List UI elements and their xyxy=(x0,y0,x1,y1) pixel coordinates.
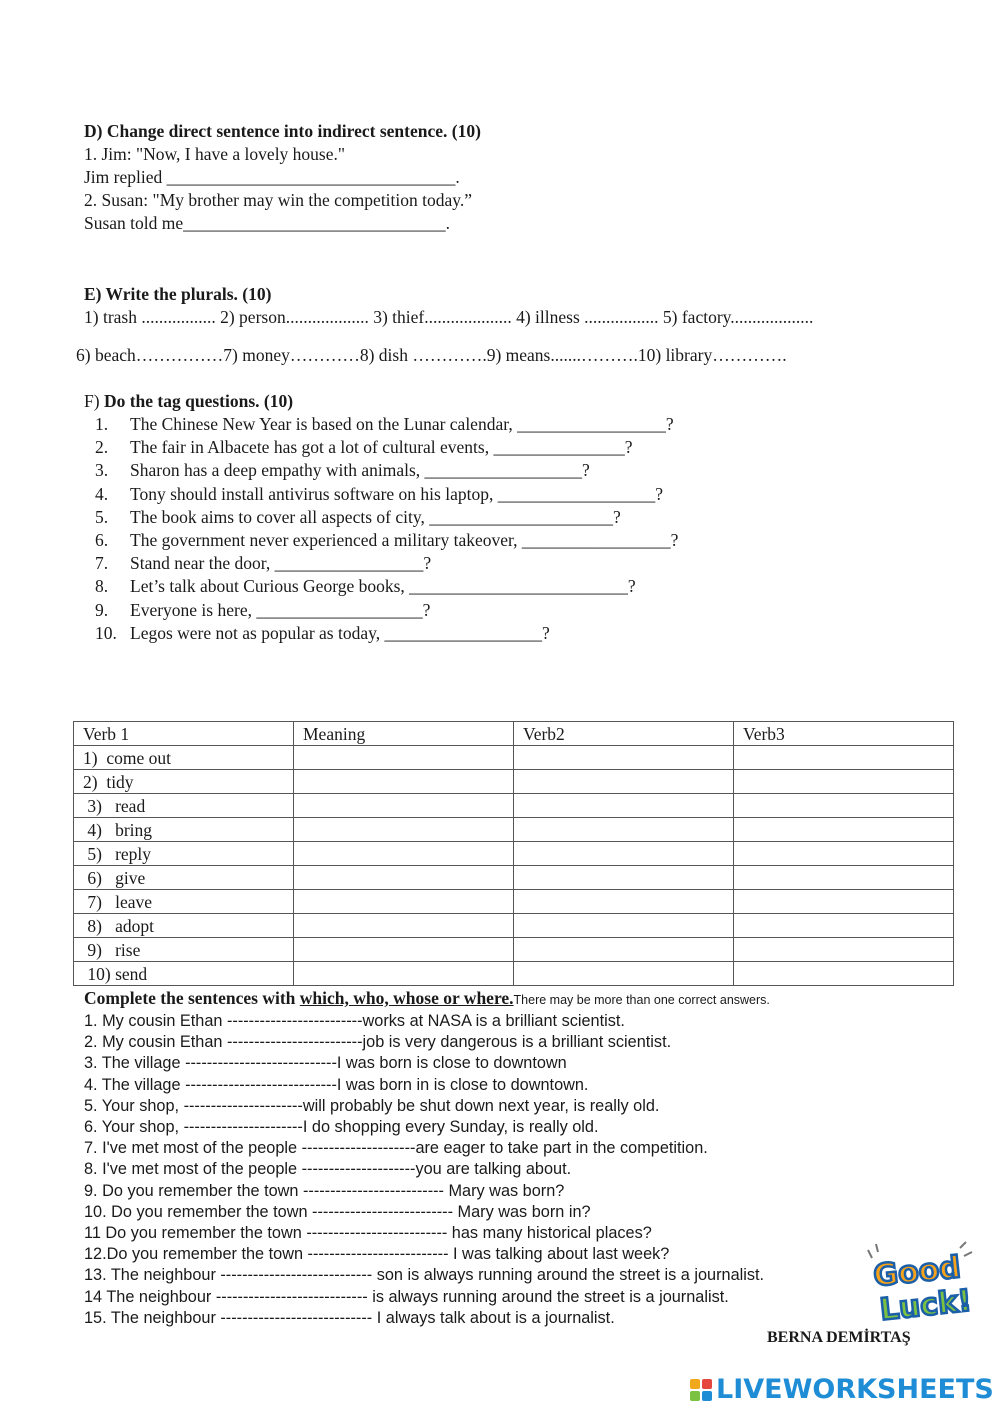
verb-cell: 9) rise xyxy=(74,938,294,962)
verb2-cell[interactable] xyxy=(514,866,734,890)
item-number: 4. xyxy=(95,483,109,504)
good-luck-graphic xyxy=(862,1238,974,1324)
item-number: 5. xyxy=(95,506,109,527)
list-item: 13. The neighbour ---------------------------- son is always running around the street is a journalist. xyxy=(84,1266,765,1285)
table-row xyxy=(74,842,954,866)
verb2-cell[interactable] xyxy=(514,914,734,938)
list-item: 8. I've met most of the people ---------------------you are talking about. xyxy=(84,1160,572,1179)
item-number: 6. xyxy=(95,530,109,551)
verb3-cell[interactable] xyxy=(734,794,954,818)
list-item xyxy=(84,599,678,622)
tag-question-list xyxy=(84,413,678,645)
verb3-cell[interactable] xyxy=(734,746,954,770)
list-item: 9. Do you remember the town -------------------------- Mary was born? xyxy=(84,1181,565,1200)
verb-cell: 2) tidy xyxy=(74,770,294,794)
relative-list xyxy=(84,1011,770,1329)
verb3-cell[interactable] xyxy=(734,914,954,938)
item-number: 3. xyxy=(95,460,109,481)
table-row xyxy=(74,866,954,890)
section-d-heading: D) Change direct sentence into indirect sentence. (10) xyxy=(84,121,481,141)
list-item: 2. My cousin Ethan -------------------------job is very dangerous is a brilliant scientist. xyxy=(84,1033,672,1052)
item-text: The Chinese New Year is based on the Lunar calendar, _________________? xyxy=(130,414,674,434)
verb3-cell[interactable] xyxy=(734,938,954,962)
liveworksheets-logo-icon xyxy=(690,1379,712,1401)
badge-word-good: Good xyxy=(871,1249,963,1294)
section-e xyxy=(84,283,813,329)
list-item: 3. The village ----------------------------I was born is close to downtown xyxy=(84,1054,567,1073)
verb2-cell[interactable] xyxy=(514,746,734,770)
item-text: Let’s talk about Curious George books, _________________________? xyxy=(130,576,636,597)
table-row xyxy=(74,890,954,914)
list-item xyxy=(84,529,678,552)
list-item xyxy=(84,622,678,645)
list-item: 6. Your shop, ----------------------I do shopping every Sunday, is really old. xyxy=(84,1118,599,1137)
list-item: 5. Your shop, ----------------------will probably be shut down next year, is really old. xyxy=(84,1096,660,1115)
verb-cell: 1) come out xyxy=(74,746,294,770)
meaning-cell[interactable] xyxy=(294,770,514,794)
list-item: 1. My cousin Ethan -------------------------works at NASA is a brilliant scientist. xyxy=(84,1012,625,1030)
verb2-cell[interactable] xyxy=(514,818,734,842)
column-header: Verb3 xyxy=(734,722,954,746)
relative-heading-text: Complete the sentences with xyxy=(84,988,300,1008)
meaning-cell[interactable] xyxy=(294,746,514,770)
section-d-line: 2. Susan: "My brother may win the competition today.” xyxy=(84,190,473,210)
verb3-cell[interactable] xyxy=(734,962,954,986)
list-item: 7. I've met most of the people ---------------------are eager to take part in the competition. xyxy=(84,1139,708,1158)
verb2-cell[interactable] xyxy=(514,938,734,962)
verb-cell: 10) send xyxy=(74,962,294,986)
verb3-cell[interactable] xyxy=(734,866,954,890)
meaning-cell[interactable] xyxy=(294,842,514,866)
item-number: 10. xyxy=(95,622,117,643)
item-text: Legos were not as popular as today, __________________? xyxy=(130,622,550,643)
relative-heading-note: There may be more than one correct answers. xyxy=(513,993,770,1007)
list-item xyxy=(84,436,678,459)
section-f-heading xyxy=(84,390,678,413)
table-row xyxy=(74,938,954,962)
list-item xyxy=(84,552,678,575)
verb2-cell[interactable] xyxy=(514,794,734,818)
verb-cell: 6) give xyxy=(74,866,294,890)
meaning-cell[interactable] xyxy=(294,866,514,890)
verb3-cell[interactable] xyxy=(734,842,954,866)
relative-heading-words: which, who, whose or where. xyxy=(299,988,514,1008)
table-row xyxy=(74,794,954,818)
item-text: Sharon has a deep empathy with animals, __________________? xyxy=(130,460,590,481)
table-row xyxy=(74,746,954,770)
item-text: The government never experienced a military takeover, _________________? xyxy=(130,530,679,551)
verb2-cell[interactable] xyxy=(514,770,734,794)
list-item: 14 The neighbour ---------------------------- is always running around the street is a journalist. xyxy=(84,1287,729,1306)
item-text: Stand near the door, _________________? xyxy=(130,553,432,574)
section-f-prefix: F) xyxy=(84,391,104,411)
list-item xyxy=(84,575,678,598)
table-row xyxy=(74,818,954,842)
section-f xyxy=(84,390,678,645)
verb2-cell[interactable] xyxy=(514,890,734,914)
section-d-line: 1. Jim: "Now, I have a lovely house." xyxy=(84,144,346,164)
verb3-cell[interactable] xyxy=(734,890,954,914)
item-number: 1. xyxy=(95,414,109,434)
list-item xyxy=(84,483,678,506)
meaning-cell[interactable] xyxy=(294,962,514,986)
list-item: 11 Do you remember the town -------------------------- has many historical places? xyxy=(84,1224,652,1243)
verb2-cell[interactable] xyxy=(514,962,734,986)
verb2-cell[interactable] xyxy=(514,842,734,866)
table-row xyxy=(74,962,954,986)
section-f-title: Do the tag questions. (10) xyxy=(103,391,294,411)
column-header: Verb 1 xyxy=(74,722,294,746)
meaning-cell[interactable] xyxy=(294,890,514,914)
item-number: 2. xyxy=(95,437,109,458)
verb-cell: 4) bring xyxy=(74,818,294,842)
item-text: The fair in Albacete has got a lot of cultural events, _______________? xyxy=(130,437,633,458)
verb-cell: 7) leave xyxy=(74,890,294,914)
item-text: Tony should install antivirus software on his laptop, __________________? xyxy=(130,483,663,504)
relative-clause-section xyxy=(84,987,770,1329)
meaning-cell[interactable] xyxy=(294,938,514,962)
list-item xyxy=(84,459,678,482)
list-item: 10. Do you remember the town -------------------------- Mary was born in? xyxy=(84,1202,591,1221)
list-item xyxy=(84,506,678,529)
section-e-heading: E) Write the plurals. (10) xyxy=(84,284,272,304)
item-text: The book aims to cover all aspects of city, _____________________? xyxy=(130,506,621,527)
verb-cell: 8) adopt xyxy=(74,914,294,938)
verb3-cell[interactable] xyxy=(734,818,954,842)
brand-name: LIVEWORKSHEETS xyxy=(716,1374,994,1405)
section-d xyxy=(84,120,481,235)
list-item: 4. The village ----------------------------I was born in is close to downtown. xyxy=(84,1075,589,1094)
verb3-cell[interactable] xyxy=(734,770,954,794)
column-header: Meaning xyxy=(294,722,514,746)
verb-cell: 3) read xyxy=(74,794,294,818)
column-header: Verb2 xyxy=(514,722,734,746)
item-text: Everyone is here, ___________________? xyxy=(130,599,431,620)
meaning-cell[interactable] xyxy=(294,914,514,938)
table-header-row xyxy=(74,722,954,746)
section-e-row: 6) beach……………7) money…………8) dish ………….9) means.......……….10) library…………. xyxy=(76,345,787,365)
meaning-cell[interactable] xyxy=(294,794,514,818)
item-number: 7. xyxy=(95,553,109,574)
table-row xyxy=(74,914,954,938)
list-item: 12.Do you remember the town -------------------------- I was talking about last week? xyxy=(84,1245,670,1264)
good-luck-badge xyxy=(862,1238,974,1324)
list-item: 15. The neighbour ---------------------------- I always talk about is a journalist. xyxy=(84,1308,615,1327)
list-item xyxy=(84,413,678,436)
verb-table xyxy=(73,721,954,986)
badge-word-luck: Luck! xyxy=(878,1283,974,1324)
meaning-cell[interactable] xyxy=(294,818,514,842)
item-number: 9. xyxy=(95,599,109,620)
section-e-row: 1) trash ................. 2) person................... 3) thief.................... 4) illness ................. 5) factory................... xyxy=(84,307,814,327)
table-row xyxy=(74,770,954,794)
verb-cell: 5) reply xyxy=(74,842,294,866)
section-d-line: Jim replied _________________________________. xyxy=(84,167,460,187)
author-name: BERNA DEMİRTAŞ xyxy=(767,1329,911,1346)
relative-heading xyxy=(84,987,770,1011)
section-d-line: Susan told me______________________________. xyxy=(84,213,451,233)
item-number: 8. xyxy=(95,576,109,597)
